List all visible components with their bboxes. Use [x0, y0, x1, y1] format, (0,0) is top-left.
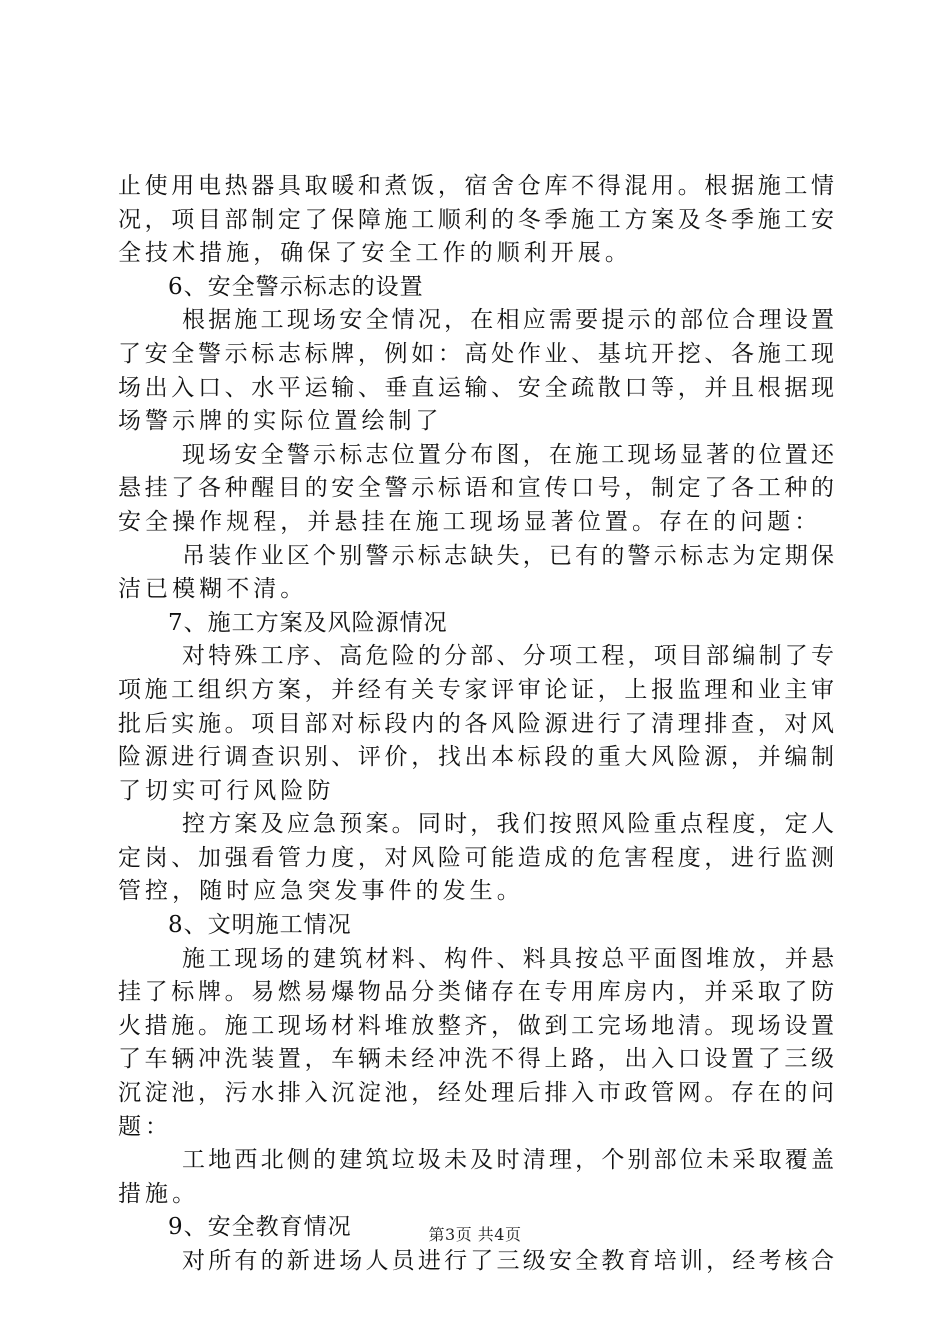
section-heading: 9、安全教育情况	[168, 1214, 352, 1241]
paragraph-line: 吊装作业区个别警示标志缺失，已有的警示标志为定期保	[182, 542, 834, 569]
paragraph-line: 况，项目部制定了保障施工顺利的冬季施工方案及冬季施工安	[118, 206, 834, 233]
paragraph-line: 全技术措施，确保了安全工作的顺利开展。	[118, 240, 632, 267]
paragraph-line: 工地西北侧的建筑垃圾未及时清理，个别部位未采取覆盖	[182, 1147, 834, 1174]
paragraph-line: 根据施工现场安全情况，在相应需要提示的部位合理设置	[182, 307, 834, 334]
paragraph-line: 止使用电热器具取暖和煮饭，宿舍仓库不得混用。根据施工情	[118, 173, 834, 199]
paragraph-line: 了车辆冲洗装置，车辆未经冲洗不得上路，出入口设置了三级	[118, 1046, 834, 1073]
paragraph-line: 题：	[118, 1113, 173, 1140]
paragraph-line: 措施。	[118, 1180, 200, 1207]
paragraph-line: 了安全警示标志标牌，例如：高处作业、基坑开挖、各施工现	[118, 340, 834, 367]
paragraph-line: 管控，随时应急突发事件的发生。	[118, 878, 524, 905]
section-heading: 7、施工方案及风险源情况	[168, 609, 448, 636]
paragraph-line: 对所有的新进场人员进行了三级安全教育培训，经考核合	[182, 1248, 834, 1274]
paragraph-line: 现场安全警示标志位置分布图，在施工现场显著的位置还	[182, 441, 834, 468]
page-footer: 第3页 共4页	[428, 1225, 522, 1244]
paragraph-line: 险源进行调查识别、评价，找出本标段的重大风险源，并编制	[118, 744, 834, 771]
paragraph-line: 了切实可行风险防	[118, 777, 335, 804]
paragraph-line: 控方案及应急预案。同时，我们按照风险重点程度，定人	[182, 811, 834, 838]
paragraph-line: 项施工组织方案，并经有关专家评审论证，上报监理和业主审	[118, 676, 834, 703]
paragraph-line: 定岗、加强看管力度，对风险可能造成的危害程度，进行监测	[118, 844, 834, 871]
paragraph-line: 施工现场的建筑材料、构件、料具按总平面图堆放，并悬	[182, 945, 834, 972]
paragraph-line: 洁已模糊不清。	[118, 576, 308, 603]
section-heading: 6、安全警示标志的设置	[168, 273, 424, 300]
paragraph-line: 沉淀池，污水排入沉淀池，经处理后排入市政管网。存在的问	[118, 1080, 834, 1107]
paragraph-line: 场警示牌的实际位置绘制了	[118, 408, 443, 435]
paragraph-line: 批后实施。项目部对标段内的各风险源进行了清理排查，对风	[118, 710, 834, 737]
section-heading: 8、文明施工情况	[168, 912, 352, 939]
paragraph-line: 火措施。施工现场材料堆放整齐，做到工完场地清。现场设置	[118, 1012, 834, 1039]
paragraph-line: 悬挂了各种醒目的安全警示标语和宣传口号，制定了各工种的	[118, 475, 834, 502]
paragraph-line: 对特殊工序、高危险的分部、分项工程，项目部编制了专	[182, 643, 834, 670]
paragraph-line: 安全操作规程，并悬挂在施工现场显著位置。存在的问题：	[118, 508, 822, 535]
document-body	[118, 170, 834, 1279]
paragraph-line: 场出入口、水平运输、垂直运输、安全疏散口等，并且根据现	[118, 374, 834, 401]
paragraph-line: 挂了标牌。易燃易爆物品分类储存在专用库房内，并采取了防	[118, 979, 834, 1006]
